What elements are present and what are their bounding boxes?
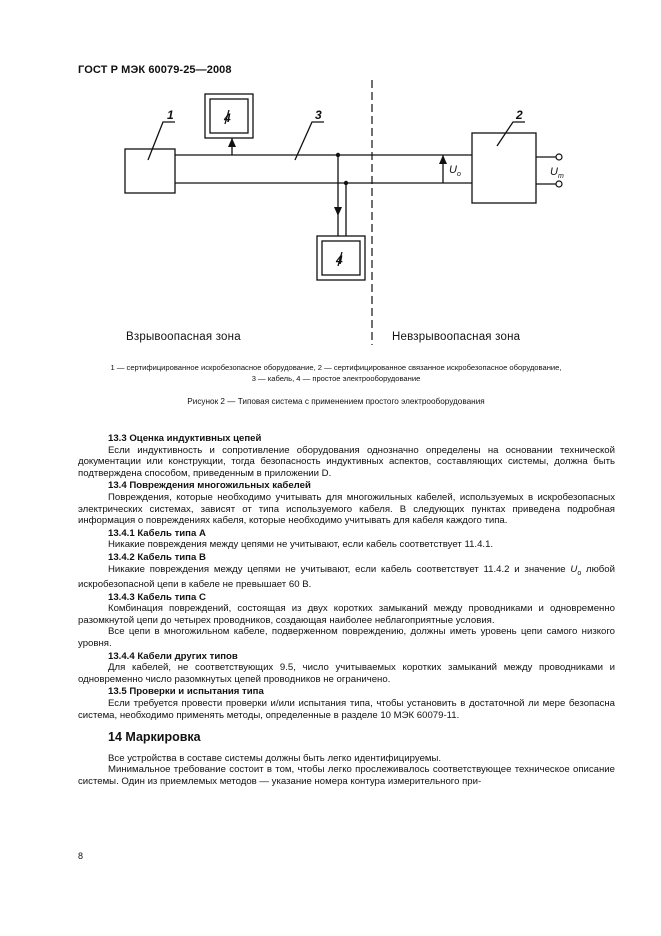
- heading-13-4-3: 13.4.3 Кабель типа С: [108, 591, 206, 603]
- heading-13-4-1: 13.4.1 Кабель типа А: [108, 527, 206, 539]
- paragraph-14-b: Минимальное требование состоит в том, чтобы легко прослеживалось соответствующее техническое описание системы. Один из приемлемых методов — указание номера контура измерительного при-: [78, 764, 615, 787]
- output-terminal-bottom: [556, 181, 562, 187]
- heading-13-5: 13.5 Проверки и испытания типа: [108, 686, 264, 698]
- page-number: 8: [78, 851, 84, 861]
- voltage-uo-label: $U_o$: [449, 164, 461, 178]
- callout-1: 1: [167, 108, 174, 122]
- system-diagram: [0, 0, 661, 360]
- figure-legend-line-2: 3 — кабель, 4 — простое электрооборудование: [251, 374, 421, 383]
- paragraph-13-5: Если требуется провести проверки и/или испытания типа, чтобы установить в достаточной ли мере безопасна система, необходимо применять методы, определенные в разделе 10 МЭК 60079-11.: [78, 697, 615, 721]
- paragraph-13-4-3-b: Все цепи в многожильном кабеле, подверженном повреждению, должны иметь уровень цепи самого низкого уровня.: [78, 626, 615, 649]
- hazardous-zone-label: Взрывоопасная зона: [126, 331, 241, 343]
- heading-13-4: 13.4 Повреждения многожильных кабелей: [108, 480, 311, 492]
- callout-3: 3: [315, 108, 322, 122]
- voltage-um-label: $U_m$: [550, 166, 564, 180]
- paragraph-13-4-2: Никакие повреждения между цепями не учитывают, если кабель соответствует 11.4.2 и значение $U_o$ любой искробезопасной цепи в кабеле не превышает 60 В.: [78, 563, 615, 591]
- paragraph-13-4: Повреждения, которые необходимо учитывать для многожильных кабелей, используемых в искробезопасных электрических системах, зависят от типа используемого кабеля. В следующих пунктах приведена подробная информация о повреждениях кабеля, которые необходимо учитывать для кабеля каждого типа.: [78, 491, 615, 527]
- document-header: ГОСТ Р МЭК 60079-25—2008: [78, 64, 232, 76]
- equipment-2-box: [472, 133, 536, 203]
- callout-2: 2: [516, 108, 523, 122]
- paragraph-13-4-3-a: Комбинация повреждений, состоящая из двух коротких замыканий между проводниками и одновременно разомкнутой цепи до четырех проводников, создающая наиболее неблагоприятные условия.: [78, 603, 615, 626]
- heading-13-4-2: 13.4.2 Кабель типа В: [108, 551, 206, 563]
- figure-legend-line-1: 1 — сертифицированное искробезопасное оборудование, 2 — сертифицированное связанное искробезопасное оборудование,: [110, 363, 562, 372]
- heading-13-3: 13.3 Оценка индуктивных цепей: [108, 433, 262, 444]
- safe-zone-label: Невзрывоопасная зона: [392, 331, 521, 343]
- callout-4-bottom: 4: [336, 253, 343, 267]
- paragraph-13-3: Если индуктивность и сопротивление оборудования однозначно определены на основании технической документации или конструкции, тогда безопасность индуктивных аспектов, составляющих системы, должна быть подтверждена способом, приведенным в приложении D.: [78, 444, 615, 479]
- paragraph-14-a: Все устройства в составе системы должны быть легко идентифицируемы.: [108, 752, 442, 764]
- callout-4-top: 4: [224, 111, 231, 125]
- heading-14: 14 Маркировка: [108, 730, 201, 745]
- figure-caption: Рисунок 2 — Типовая система с применением простого электрооборудования: [187, 397, 485, 406]
- paragraph-13-4-1: Никакие повреждения между цепями не учитывают, если кабель соответствует 11.4.1.: [108, 539, 494, 551]
- output-terminal-top: [556, 154, 562, 160]
- paragraph-13-4-4: Для кабелей, не соответствующих 9.5, число учитываемых коротких замыканий между проводниками и одновременно число разомкнутых цепей проводников не ограничено.: [78, 662, 615, 685]
- heading-13-4-4: 13.4.4 Кабели других типов: [108, 650, 238, 662]
- document-body: [78, 432, 615, 788]
